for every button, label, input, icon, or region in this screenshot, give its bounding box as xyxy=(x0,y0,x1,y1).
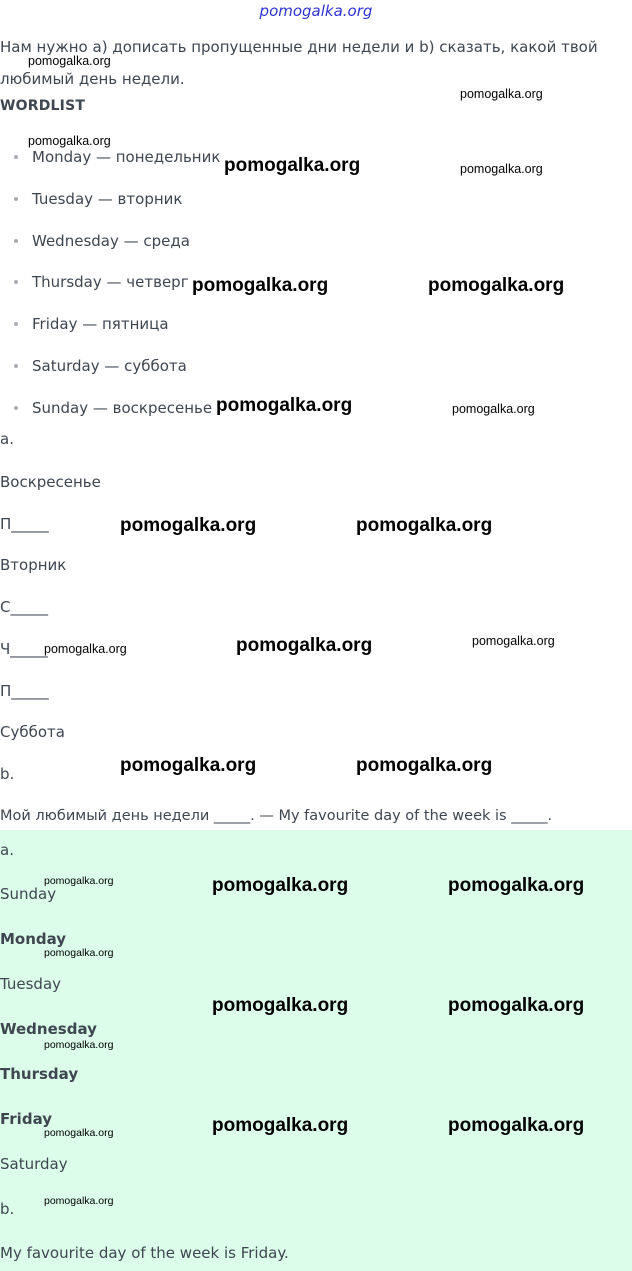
watermark: pomogalka.org xyxy=(120,755,257,776)
task-b-prompt: Мой любимый день недели _____. — My favourite day of the week is _____. xyxy=(0,808,553,824)
watermark: pomogalka.org xyxy=(236,635,373,656)
task-day: Вторник xyxy=(0,556,67,574)
answer-day: Sunday xyxy=(0,885,57,903)
wordlist-item xyxy=(14,314,169,334)
task-day: П_____ xyxy=(0,682,49,700)
wordlist-item xyxy=(14,272,189,292)
watermark: pomogalka.org xyxy=(428,275,565,296)
wordlist-item xyxy=(14,189,182,209)
task-a-label: a. xyxy=(0,430,14,448)
task-b-label: b. xyxy=(0,765,15,783)
wordlist-item-text: Sunday — воскресенье xyxy=(32,399,213,417)
watermark: pomogalka.org xyxy=(472,634,555,648)
answer-day: Tuesday xyxy=(0,975,62,993)
wordlist-item xyxy=(14,398,212,418)
task-day: Суббота xyxy=(0,723,65,741)
watermark: pomogalka.org xyxy=(356,755,493,776)
watermark: pomogalka.org xyxy=(448,995,585,1016)
bullet-icon xyxy=(14,322,18,326)
answer-day: Saturday xyxy=(0,1155,68,1173)
answer-day: Friday xyxy=(0,1110,53,1128)
watermark: pomogalka.org xyxy=(212,995,349,1016)
watermark: pomogalka.org xyxy=(28,134,111,148)
watermark: pomogalka.org xyxy=(44,642,127,656)
wordlist-item-text: Wednesday — среда xyxy=(32,232,190,250)
watermark: pomogalka.org xyxy=(216,395,353,416)
site-watermark: pomogalka.org xyxy=(259,2,373,20)
wordlist-item-text: Friday — пятница xyxy=(32,315,169,333)
bullet-icon xyxy=(14,364,18,368)
bullet-icon xyxy=(14,280,18,284)
task-day: Ч_____ xyxy=(0,640,48,658)
watermark: pomogalka.org xyxy=(44,1195,114,1207)
answer-day: Wednesday xyxy=(0,1020,97,1038)
task-day: П_____ xyxy=(0,515,49,533)
intro-text: Нам нужно a) дописать пропущенные дни недели и b) сказать, какой твой любимый день недели. xyxy=(0,38,598,88)
watermark: pomogalka.org xyxy=(448,1115,585,1136)
watermark: pomogalka.org xyxy=(452,402,535,416)
wordlist-item-text: Tuesday — вторник xyxy=(32,190,183,208)
answer-day: Monday xyxy=(0,930,67,948)
watermark: pomogalka.org xyxy=(448,875,585,896)
watermark: pomogalka.org xyxy=(460,87,543,101)
watermark: pomogalka.org xyxy=(192,275,329,296)
watermark: pomogalka.org xyxy=(212,1115,349,1136)
bullet-icon xyxy=(14,406,18,410)
answer-a-label: a. xyxy=(0,841,14,859)
task-day: Воскресенье xyxy=(0,473,101,491)
watermark: pomogalka.org xyxy=(44,875,114,887)
wordlist-item xyxy=(14,356,187,376)
wordlist-item-text: Monday — понедельник xyxy=(32,148,221,166)
watermark: pomogalka.org xyxy=(44,1127,114,1139)
bullet-icon xyxy=(14,155,18,159)
watermark: pomogalka.org xyxy=(44,947,114,959)
answer-b-text: My favourite day of the week is Friday. xyxy=(0,1244,289,1262)
answer-day: Thursday xyxy=(0,1065,79,1083)
watermark: pomogalka.org xyxy=(28,54,111,68)
bullet-icon xyxy=(14,239,18,243)
watermark: pomogalka.org xyxy=(356,515,493,536)
wordlist-item xyxy=(14,231,190,251)
watermark: pomogalka.org xyxy=(120,515,257,536)
watermark: pomogalka.org xyxy=(460,162,543,176)
watermark: pomogalka.org xyxy=(224,155,361,176)
wordlist-item-text: Thursday — четверг xyxy=(32,273,189,291)
watermark: pomogalka.org xyxy=(212,875,349,896)
wordlist-item-text: Saturday — суббота xyxy=(32,357,187,375)
bullet-icon xyxy=(14,197,18,201)
answer-b-label: b. xyxy=(0,1200,15,1218)
wordlist-item xyxy=(14,147,220,167)
wordlist-heading: WORDLIST xyxy=(0,98,86,114)
task-day: С_____ xyxy=(0,598,48,616)
watermark: pomogalka.org xyxy=(44,1039,114,1051)
